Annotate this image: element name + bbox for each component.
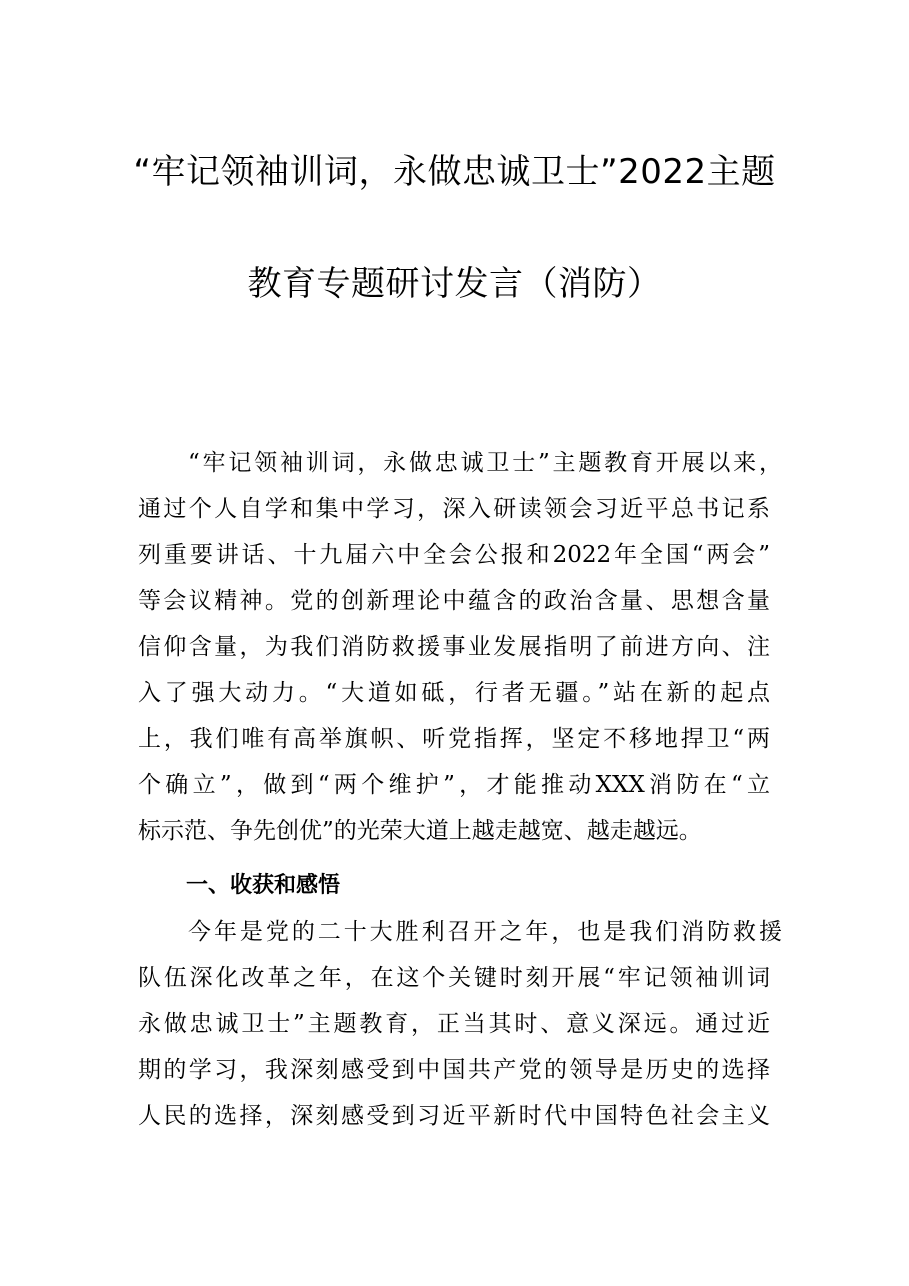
section-paragraph-line-3: 永做忠诚卫士”主题教育，正当其时、意义深远。通过近 xyxy=(138,1011,770,1037)
paragraph-1-line-1: “牢记领袖训词，永做忠诚卫士”主题教育开展以来， xyxy=(188,450,782,476)
section-paragraph-line-2: 队伍深化改革之年，在这个关键时刻开展“牢记领袖训词 xyxy=(138,965,770,991)
document-title-line-1: “牢记领袖训词，永做忠诚卫士”2022主题 xyxy=(133,152,776,192)
paragraph-1-line-3: 列重要讲话、十九届六中全会公报和2022年全国“两会” xyxy=(138,542,770,568)
paragraph-1-line-5: 信仰含量，为我们消防救援事业发展指明了前进方向、注 xyxy=(138,634,770,660)
paragraph-1-line-8: 个确立”，做到“两个维护”，才能推动XXX消防在“立 xyxy=(138,772,770,798)
paragraph-1-line-4: 等会议精神。党的创新理论中蕴含的政治含量、思想含量 xyxy=(138,588,770,614)
section-paragraph-line-5: 人民的选择，深刻感受到习近平新时代中国特色社会主义 xyxy=(138,1103,770,1129)
paragraph-1-line-2: 通过个人自学和集中学习，深入研读领会习近平总书记系 xyxy=(138,496,770,522)
paragraph-1-line-9: 标示范、争先创优”的光荣大道上越走越宽、越走越远。 xyxy=(138,818,702,844)
paragraph-1-line-6: 入了强大动力。“大道如砥，行者无疆。”站在新的起点 xyxy=(138,680,770,706)
document-title-line-2: 教育专题研讨发言（消防） xyxy=(247,264,662,304)
paragraph-1-line-7: 上，我们唯有高举旗帜、听党指挥，坚定不移地捍卫“两 xyxy=(138,726,770,752)
section-heading: 一、收获和感悟 xyxy=(186,873,341,898)
section-paragraph-line-4: 期的学习，我深刻感受到中国共产党的领导是历史的选择 xyxy=(138,1057,770,1083)
section-paragraph-line-1: 今年是党的二十大胜利召开之年，也是我们消防救援 xyxy=(188,919,782,945)
